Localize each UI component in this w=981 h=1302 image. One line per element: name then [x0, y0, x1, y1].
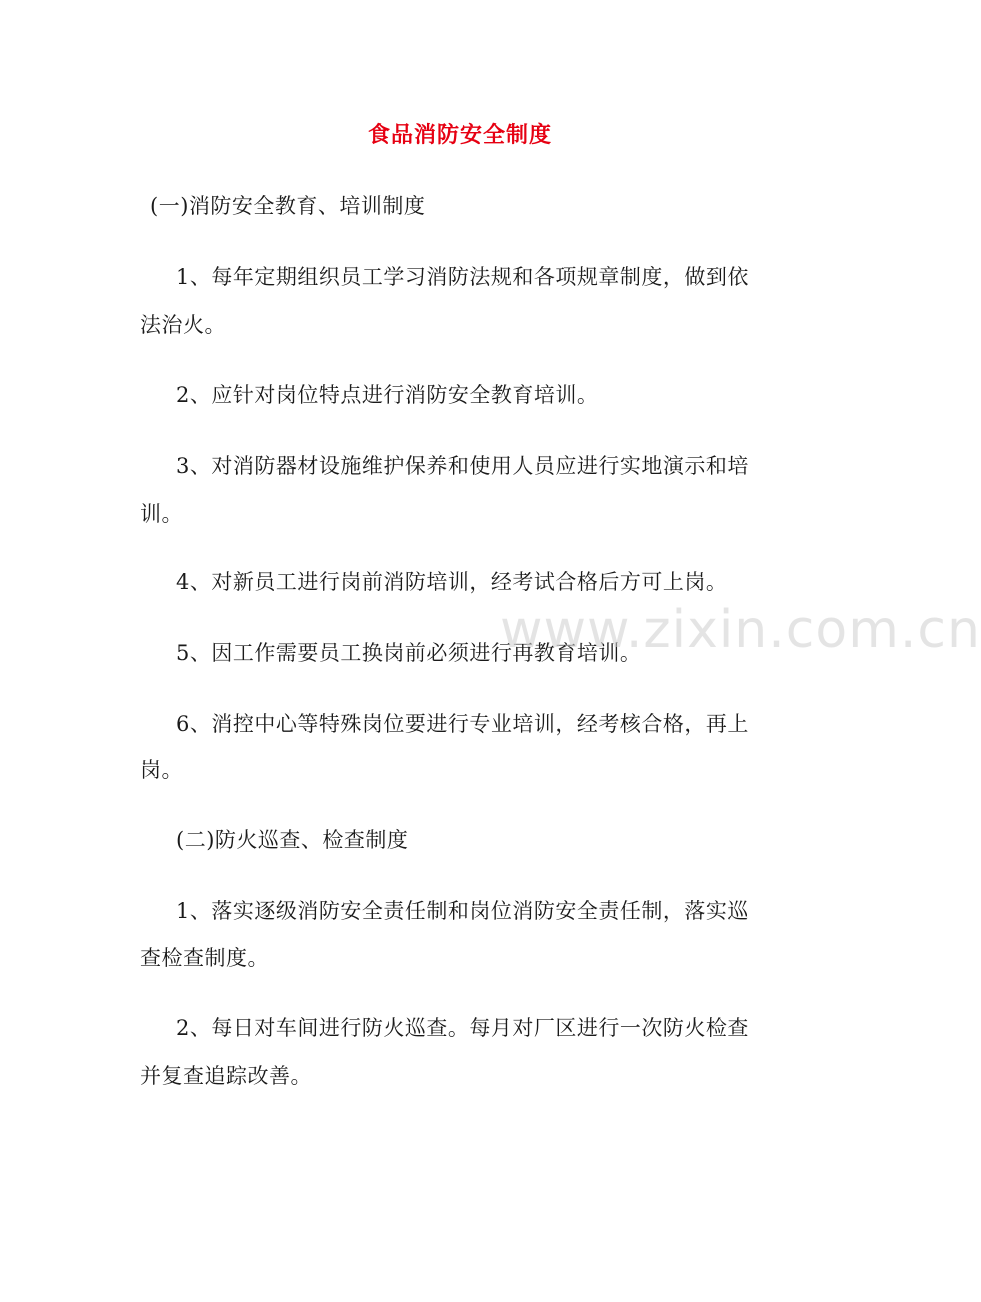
list-item-line: 训。: [140, 502, 183, 526]
list-item-line: 岗。: [140, 758, 183, 782]
list-item-line: 2、应针对岗位特点进行消防安全教育培训。: [176, 383, 599, 407]
list-item-line: 3、对消防器材设施维护保养和使用人员应进行实地演示和培: [176, 454, 749, 478]
list-item-line: 查检查制度。: [140, 946, 269, 970]
list-item-line: 1、落实逐级消防安全责任制和岗位消防安全责任制，落实巡: [176, 899, 749, 923]
list-item-line: 法治火。: [140, 313, 226, 337]
list-item-line: 2、每日对车间进行防火巡查。每月对厂区进行一次防火检查: [176, 1016, 749, 1040]
list-item-line: 并复查追踪改善。: [140, 1064, 312, 1088]
section-heading-1: (一)消防安全教育、培训制度: [150, 194, 426, 218]
list-item-line: 4、对新员工进行岗前消防培训，经考试合格后方可上岗。: [176, 570, 728, 594]
list-item-line: 5、因工作需要员工换岗前必须进行再教育培训。: [176, 641, 642, 665]
list-item-line: 6、消控中心等特殊岗位要进行专业培训，经考核合格，再上: [176, 712, 749, 736]
section-heading-2: (二)防火巡查、检查制度: [176, 828, 409, 852]
watermark: www.zixin.com.cn: [500, 600, 981, 660]
list-item-line: 1、每年定期组织员工学习消防法规和各项规章制度，做到依: [176, 265, 749, 289]
document-title: 食品消防安全制度: [367, 123, 552, 148]
